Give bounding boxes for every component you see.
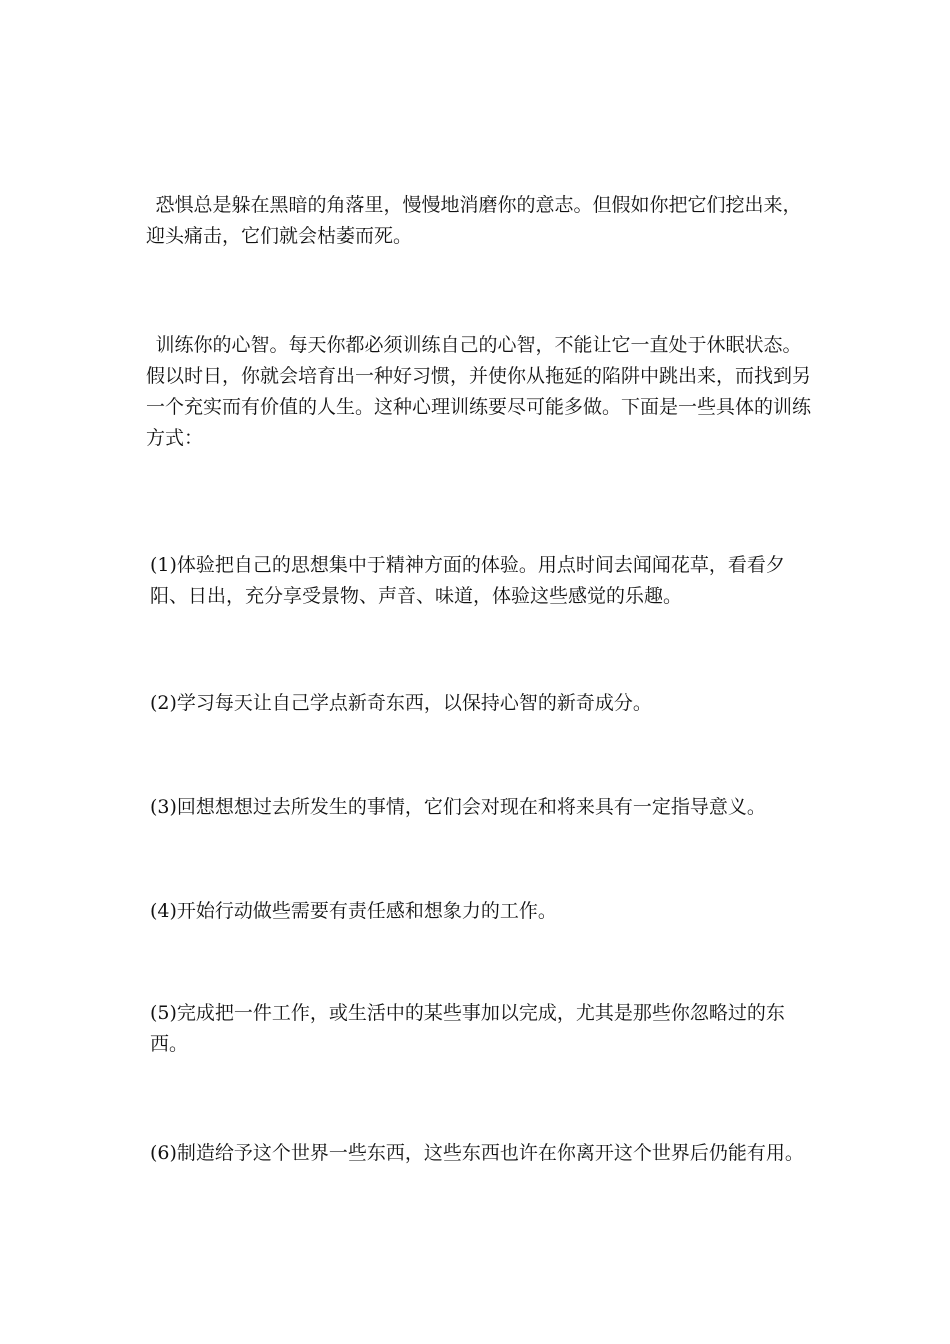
list-item-learn: (2)学习每天让自己学点新奇东西，以保持心智的新奇成分。 [150, 692, 652, 714]
list-item-create: (6)制造给予这个世界一些东西，这些东西也许在你离开这个世界后仍能有用。 [150, 1142, 804, 1164]
list-item-act: (4)开始行动做些需要有责任感和想象力的工作。 [150, 900, 557, 922]
list-item-experience: (1)体验把自己的思想集中于精神方面的体验。用点时间去闻闻花草，看看夕阳、日出，充分享受景物、声音、味道，体验这些感觉的乐趣。 [150, 554, 785, 607]
paragraph-train-mind: 训练你的心智。每天你都必须训练自己的心智，不能让它一直处于休眠状态。假以时日，你就会培育出一种好习惯，并使你从拖延的陷阱中跳出来，而找到另一个充实而有价值的人生。这种心理训练要尽可能多做。下面是一些具体的训练方式： [146, 334, 812, 449]
list-item-recall: (3)回想想想过去所发生的事情，它们会对现在和将来具有一定指导意义。 [150, 796, 766, 818]
list-item-complete: (5)完成把一件工作，或生活中的某些事加以完成，尤其是那些你忽略过的东西。 [150, 1002, 785, 1055]
paragraph-fear: 恐惧总是躲在黑暗的角落里，慢慢地消磨你的意志。但假如你把它们挖出来，迎头痛击，它们就会枯萎而死。 [146, 194, 802, 247]
